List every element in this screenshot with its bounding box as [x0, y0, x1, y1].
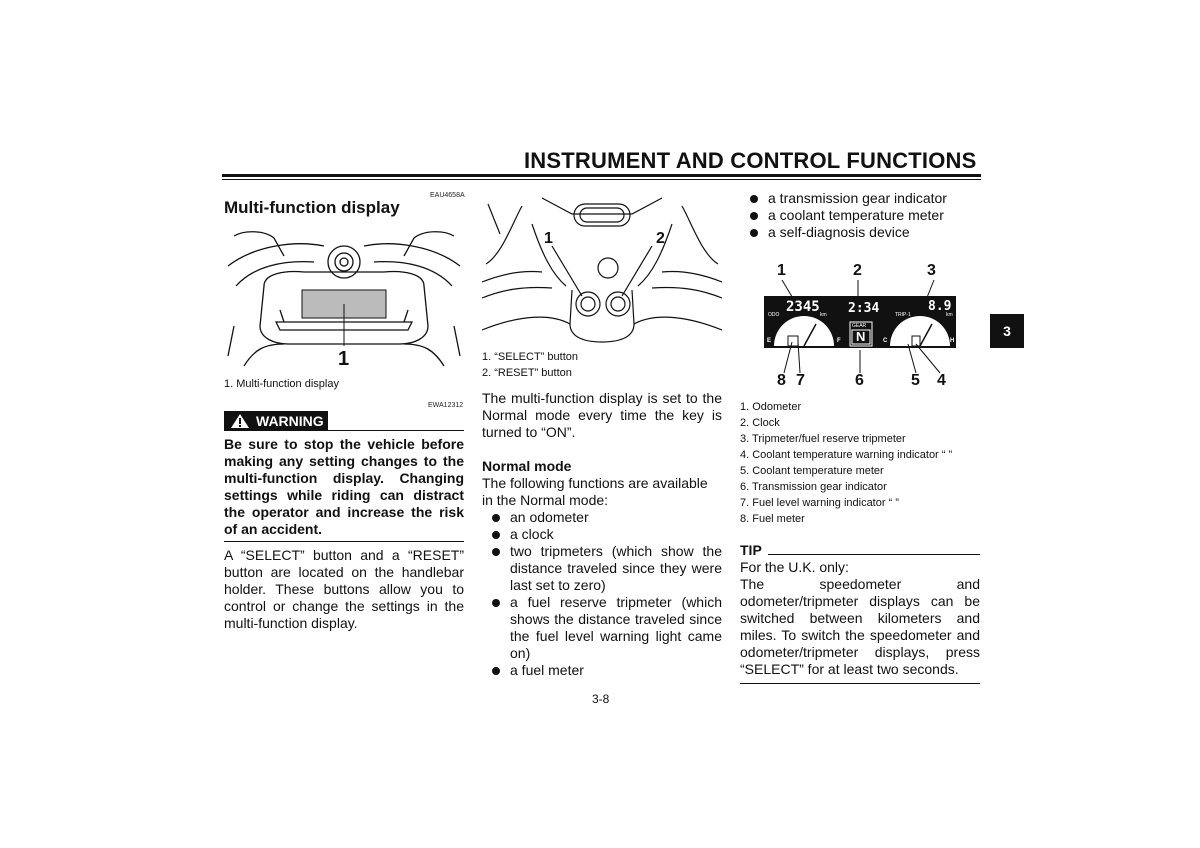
- list-item: two tripmeters (which show the distance traveled since they were last set to zero): [482, 543, 722, 594]
- list-item: a transmission gear indicator: [740, 190, 980, 207]
- lcd-callout-5: 5: [911, 372, 920, 389]
- lcd-callout-2: 2: [853, 262, 862, 279]
- caption-item: 6. Transmission gear indicator: [740, 481, 887, 493]
- tip-text: The speedometer and odometer/tripmeter displays can be switched between kilometers and miles. To switch the speedometer and odometer/tripmeter displays, press “SELECT” for at least two seconds.: [740, 576, 980, 677]
- section-heading: Multi-function display: [224, 198, 400, 217]
- warning-rule: [328, 430, 464, 431]
- lcd-gear: N: [856, 329, 866, 344]
- lcd-odometer: 2345: [786, 299, 820, 315]
- caption-item: 8. Fuel meter: [740, 513, 805, 525]
- lead-paragraph: The following functions are available in the Normal mode:: [482, 475, 708, 508]
- chapter-tab: 3: [990, 314, 1024, 348]
- page-header-title: INSTRUMENT AND CONTROL FUNCTIONS: [524, 148, 977, 173]
- lcd-fuel-e: E: [767, 338, 772, 344]
- lcd-temp-c: C: [883, 338, 888, 344]
- caption-item: 2. Clock: [740, 417, 780, 429]
- warning-triangle-icon: [230, 413, 250, 429]
- ref-code: EAU4658A: [430, 192, 465, 199]
- figure-caption-2: 2. “RESET” button: [482, 367, 572, 379]
- ref-code: EWA12312: [428, 402, 464, 409]
- caption-item: 3. Tripmeter/fuel reserve tripmeter: [740, 433, 906, 445]
- function-list: [482, 509, 722, 679]
- header-rule-thin: [222, 179, 981, 180]
- subheading: Normal mode: [482, 458, 572, 474]
- caption-item: 5. Coolant temperature meter: [740, 465, 884, 477]
- lcd-fuel-f: F: [837, 338, 841, 344]
- buttons-illustration: [482, 194, 722, 346]
- tip-lead: For the U.K. only:: [740, 559, 849, 575]
- lcd-trip: 8.9: [928, 299, 952, 314]
- body-paragraph: A “SELECT” button and a “RESET” button are located on the handlebar holder. These buttons allow you to control or change the settings in the multi-function display.: [224, 547, 464, 631]
- header-rule: [222, 174, 981, 177]
- lcd-callout-3: 3: [927, 262, 936, 279]
- list-item: a coolant temperature meter: [740, 207, 980, 224]
- lcd-caption-list: [740, 399, 982, 527]
- lcd-callout-6: 6: [855, 372, 864, 389]
- tip-end-rule: [740, 683, 980, 684]
- figure-caption-1: 1. “SELECT” button: [482, 351, 578, 363]
- lcd-callout-4: 4: [937, 372, 946, 389]
- lcd-leader-lines: [764, 278, 956, 378]
- caption-item: 1. Odometer: [740, 401, 802, 413]
- warning-text: Be sure to stop the vehicle before making any setting changes to the multi-function display. Changing settings while riding can distract the operator and increase the risk of an accident.: [224, 436, 464, 537]
- figure-callout-2: 2: [656, 230, 665, 247]
- lcd-callout-8: 8: [777, 372, 786, 389]
- intro-paragraph: The multi-function display is set to the Normal mode every time the key is turned to “ON”.: [482, 390, 722, 440]
- tip-label: TIP: [740, 542, 762, 558]
- list-item: a fuel reserve tripmeter (which shows the distance traveled since the fuel level warning light came on): [482, 594, 722, 662]
- page-number: 3-8: [592, 692, 610, 706]
- warning-label: [224, 411, 328, 431]
- lcd-gear-label: GEAR: [852, 323, 867, 329]
- list-item: a clock: [482, 526, 722, 543]
- caption-item: 4. Coolant temperature warning indicator “ ”: [740, 449, 953, 461]
- tip-rule: [768, 554, 980, 555]
- warning-label-text: WARNING: [256, 413, 324, 429]
- figure-caption: 1. Multi-function display: [224, 378, 339, 390]
- lcd-clock: 2:34: [848, 301, 880, 316]
- list-item: an odometer: [482, 509, 722, 526]
- list-item: a self-diagnosis device: [740, 224, 980, 241]
- lcd-callout-7: 7: [796, 372, 805, 389]
- lcd-odo-label: ODO: [768, 312, 780, 318]
- figure-callout: 1: [338, 348, 350, 370]
- lcd-temp-h: H: [950, 338, 955, 344]
- list-item: a fuel meter: [482, 662, 722, 679]
- lcd-odo-unit: km: [820, 312, 827, 318]
- warning-end-rule: [224, 541, 464, 542]
- lcd-callout-1: 1: [777, 262, 786, 279]
- figure-callout-1: 1: [544, 230, 553, 247]
- figure-handlebar-buttons: [482, 194, 722, 346]
- lcd-trip-unit: km: [946, 312, 953, 318]
- lcd-trip-label: TRIP-1: [895, 312, 911, 318]
- function-list-cont: [740, 190, 980, 241]
- caption-item: 7. Fuel level warning indicator “ ”: [740, 497, 899, 509]
